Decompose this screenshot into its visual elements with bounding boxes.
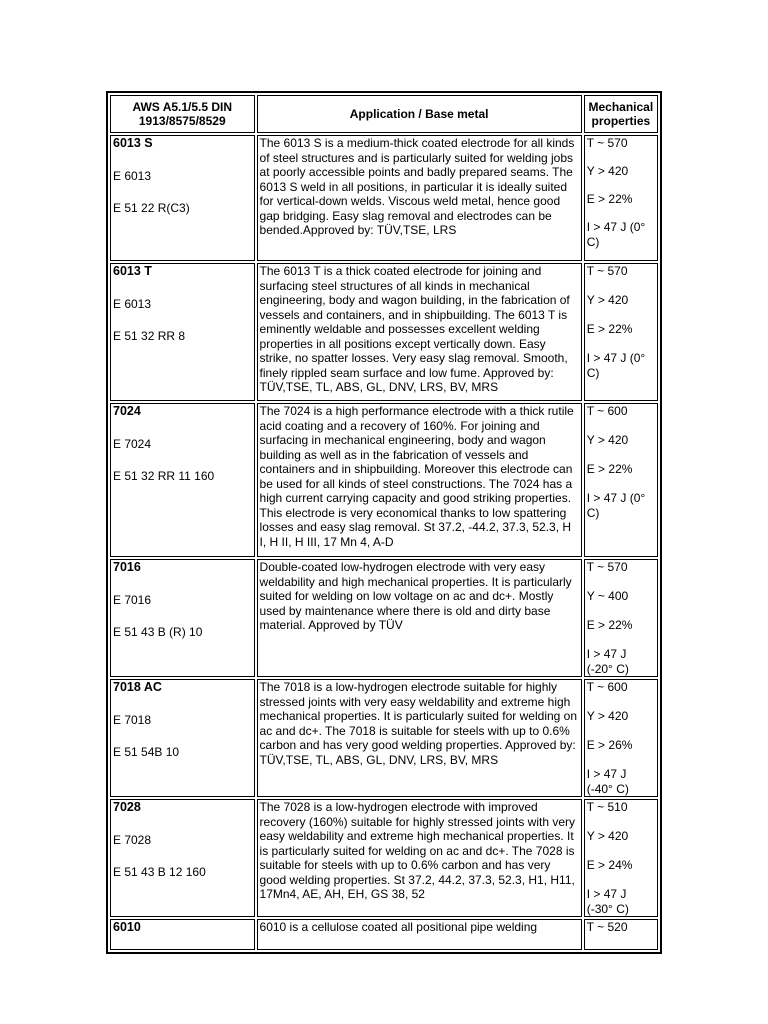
application-text: The 7024 is a high performance electrode with a thick rutile acid coating and a recovery of 160%. For joining and surfacing in mechanical engineering, body and wagon building as well as in the fabrication of vessels and containers and in shipbuilding. Moreover this electrode can be used for all kinds of steel constructions. The 7024 has a high current carrying capacity and good striking properties. This electrode is very economical thanks to low spattering losses and easy slag removal. St 37.2, -44.2, 37.3, 52.3, H I, H II, H III, 17 Mn 4, A-D xyxy=(257,403,582,557)
application-text: 6010 is a cellulose coated all positional pipe welding xyxy=(257,919,582,950)
mechanical-properties-cell xyxy=(584,919,658,950)
din-code: E 51 43 B (R) 10 xyxy=(113,625,203,639)
yield-strength: Y > 420 xyxy=(586,293,629,307)
grade-cell xyxy=(110,679,255,797)
application-text: The 7028 is a low-hydrogen electrode with improved recovery (160%) suitable for highly stressed joints with very easy weldability and extreme high mechanical properties. It is particularly suited for welding on ac and dc+. The 7028 is suitable for steels with up to 0.6% carbon and has very good welding properties. St 37.2, 44.2, 37.3, 52.3, H1, H11, 17Mn4, AE, AH, EH, GS 38, 52 xyxy=(257,799,582,917)
impact-energy: I > 47 J (-30° C) xyxy=(586,887,629,916)
din-code: E 51 32 RR 8 xyxy=(113,329,186,343)
grade-cell xyxy=(110,403,255,557)
application-text: Double-coated low-hydrogen electrode with very easy weldability and high mechanical properties. It is particularly suited for welding on low voltage on ac and dc+. Mostly used by maintenance where there is old and dirty base material. Approved by TÜV xyxy=(257,559,582,677)
grade-cell xyxy=(110,263,255,401)
table-row xyxy=(110,135,658,261)
grade-name: 7016 xyxy=(113,560,141,574)
mechanical-properties-cell xyxy=(584,403,658,557)
grade-name: 7024 xyxy=(113,404,141,418)
aws-code: E 7028 xyxy=(113,832,152,847)
tensile-strength: T ~ 570 xyxy=(586,560,628,574)
elongation: E > 22% xyxy=(586,192,633,206)
impact-energy: I > 47 J (0° C) xyxy=(586,351,646,380)
aws-code: E 6013 xyxy=(113,168,152,183)
yield-strength: Y > 420 xyxy=(586,164,629,178)
table-header-row xyxy=(110,95,658,133)
tensile-strength: T ~ 600 xyxy=(586,680,628,694)
mechanical-properties-cell xyxy=(584,679,658,797)
table-row xyxy=(110,403,658,557)
table-row xyxy=(110,919,658,950)
mechanical-properties-cell xyxy=(584,135,658,261)
din-code: E 51 22 R(C3) xyxy=(113,201,190,215)
grade-name: 7018 AC xyxy=(113,680,162,694)
din-code: E 51 32 RR 11 160 xyxy=(113,469,215,483)
application-text: The 6013 S is a medium-thick coated electrode for all kinds of steel structures and is particularly suited for welding jobs at poorly accessible points and badly prepared seams. The 6013 S weld in all positions, in particular it is ideally suited for vertical-down welds. Viscous weld metal, hence good gap bridging. Easy slag removal and electrodes can be bended.Approved by: TÜV,TSE, LRS xyxy=(257,135,582,261)
elongation: E > 26% xyxy=(586,738,633,752)
mechanical-properties-cell xyxy=(584,263,658,401)
elongation: E > 22% xyxy=(586,322,633,336)
application-text: The 6013 T is a thick coated electrode for joining and surfacing steel structures of all kinds in mechanical engineering, body and wagon building, in the fabrication of vessels and containers, and in shipbuilding. The 6013 T is eminently weldable and possesses excellent welding properties in all positions except vertically down. Easy strike, no spatter losses. Very easy slag removal. Smooth, finely rippled seam surface and low fume. Approved by: TÜV,TSE, TL, ABS, GL, DNV, LRS, BV, MRS xyxy=(257,263,582,401)
yield-strength: Y > 420 xyxy=(586,433,629,447)
grade-name: 6013 S xyxy=(113,136,153,150)
yield-strength: Y ~ 400 xyxy=(586,589,629,603)
elongation: E > 22% xyxy=(586,618,633,632)
yield-strength: Y > 420 xyxy=(586,709,629,723)
impact-energy: I > 47 J (-40° C) xyxy=(586,767,629,796)
tensile-strength: T ~ 570 xyxy=(586,264,628,278)
impact-energy: I > 47 J (0° C) xyxy=(586,491,646,520)
grade-cell xyxy=(110,799,255,917)
application-text: The 7018 is a low-hydrogen electrode suitable for highly stressed joints with very easy weldability and extreme high mechanical properties. It is particularly suited for welding on ac and dc+. The 7018 is suitable for steels with up to 0.6% carbon and has very good welding properties. Approved by: TÜV,TSE, TL, ABS, GL, DNV, LRS, BV, MRS xyxy=(257,679,582,797)
tensile-strength: T ~ 510 xyxy=(586,800,628,814)
header-aws-din: AWS A5.1/5.5 DIN 1913/8575/8529 xyxy=(110,95,255,133)
din-code: E 51 43 B 12 160 xyxy=(113,865,206,879)
elongation: E > 24% xyxy=(586,858,633,872)
yield-strength: Y > 420 xyxy=(586,829,629,843)
impact-energy: I > 47 J (-20° C) xyxy=(586,647,629,676)
grade-cell xyxy=(110,135,255,261)
mechanical-properties-cell xyxy=(584,799,658,917)
aws-code: E 7018 xyxy=(113,712,152,727)
din-code: E 51 54B 10 xyxy=(113,745,180,759)
elongation: E > 22% xyxy=(586,462,633,476)
grade-cell xyxy=(110,559,255,677)
table-row xyxy=(110,799,658,917)
aws-code: E 7016 xyxy=(113,592,152,607)
grade-cell xyxy=(110,919,255,950)
impact-energy: I > 47 J (0° C) xyxy=(586,220,646,249)
grade-name: 6013 T xyxy=(113,264,152,278)
electrode-spec-table xyxy=(106,91,662,954)
tensile-strength: T ~ 520 xyxy=(586,920,628,934)
table-row xyxy=(110,679,658,797)
grade-name: 7028 xyxy=(113,800,141,814)
grade-name: 6010 xyxy=(113,920,141,934)
table-row xyxy=(110,559,658,677)
aws-code: E 7024 xyxy=(113,436,152,451)
tensile-strength: T ~ 570 xyxy=(586,136,628,150)
table-row xyxy=(110,263,658,401)
tensile-strength: T ~ 600 xyxy=(586,404,628,418)
header-application: Application / Base metal xyxy=(257,95,582,133)
aws-code: E 6013 xyxy=(113,296,152,311)
mechanical-properties-cell xyxy=(584,559,658,677)
header-mechanical-properties: Mechanical properties xyxy=(584,95,658,133)
